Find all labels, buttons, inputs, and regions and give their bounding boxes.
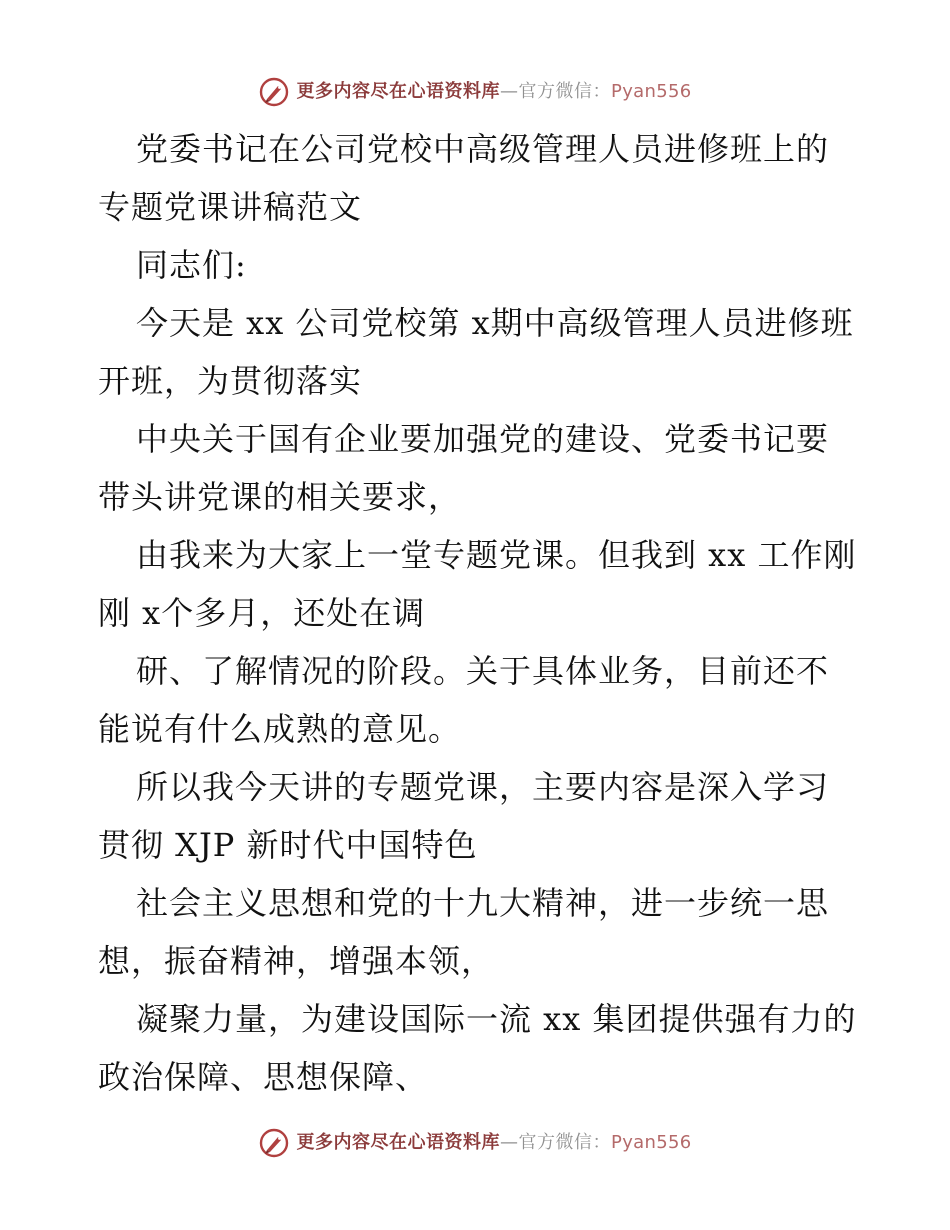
watermark-wechat-id: Pyan556 bbox=[611, 1132, 692, 1153]
watermark-wechat-id: Pyan556 bbox=[611, 81, 692, 102]
paragraph: 凝聚力量，为建设国际一流 xx 集团提供强有力的政治保障、思想保障、 bbox=[98, 1000, 857, 1096]
watermark-main-text: 更多内容尽在心语资料库 bbox=[296, 81, 501, 102]
watermark-dash: — bbox=[500, 81, 519, 102]
footer-watermark bbox=[0, 1128, 950, 1158]
paragraph: 所以我今天讲的专题党课，主要内容是深入学习贯彻 XJP 新时代中国特色 bbox=[98, 768, 830, 864]
document-title: 党委书记在公司党校中高级管理人员进修班上的专题党课讲稿范文 bbox=[98, 130, 830, 226]
paragraph: 今天是 xx 公司党校第 x期中高级管理人员进修班开班，为贯彻落实 bbox=[98, 304, 854, 400]
paragraph: 由我来为大家上一堂专题党课。但我到 xx 工作刚刚 x个多月，还处在调 bbox=[98, 536, 857, 632]
watermark-wechat-label: 官方微信： bbox=[518, 1132, 612, 1153]
document-body bbox=[98, 120, 858, 1106]
paragraph: 中央关于国有企业要加强党的建设、党委书记要带头讲党课的相关要求， bbox=[98, 420, 830, 516]
header-watermark bbox=[0, 77, 950, 107]
pen-logo-icon bbox=[259, 1128, 289, 1158]
pen-logo-icon bbox=[259, 77, 289, 107]
paragraph: 研、了解情况的阶段。关于具体业务，目前还不能说有什么成熟的意见。 bbox=[98, 652, 830, 748]
greeting: 同志们: bbox=[136, 246, 247, 284]
watermark-main-text: 更多内容尽在心语资料库 bbox=[296, 1132, 501, 1153]
watermark-dash: — bbox=[500, 1132, 519, 1153]
watermark-wechat-label: 官方微信： bbox=[518, 81, 612, 102]
paragraph: 社会主义思想和党的十九大精神，进一步统一思想，振奋精神，增强本领， bbox=[98, 884, 830, 980]
